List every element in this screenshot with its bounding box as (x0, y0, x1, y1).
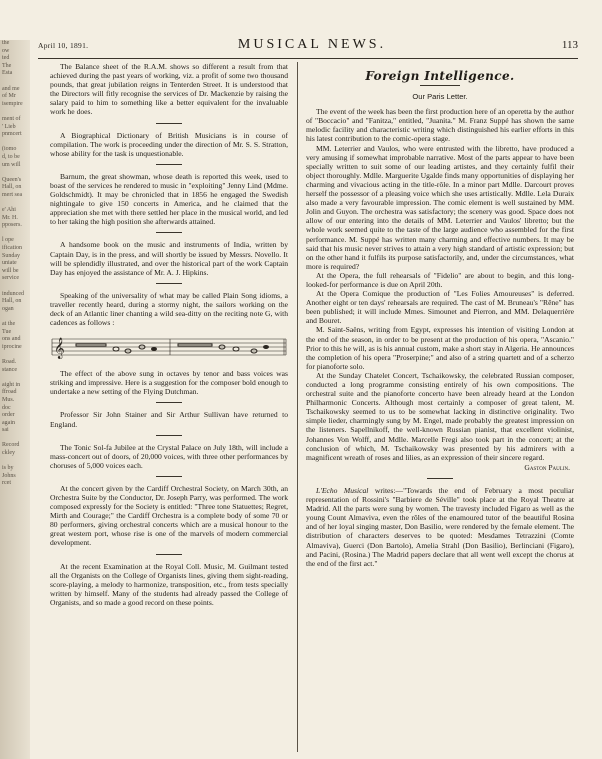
article-india-book: A handsome book on the music and instruments of India, written by Captain Day, is in the press, and will shortly be issued by Messrs. Novello. It will be splendidly illustrated, and over the historical part of the work Captain Day has enjoyed the assistance of Mr. A. J. Hipkins. (50, 240, 288, 277)
gutter-fragment: ckley (2, 450, 15, 457)
music-notation (50, 333, 288, 363)
gutter-fragment: aight in (2, 381, 21, 388)
gutter-fragment: stance (2, 366, 17, 373)
gutter-fragment (0, 313, 30, 321)
gutter-fragment: ification (2, 245, 22, 252)
gutter-fragment: ment of (2, 115, 21, 122)
gutter-fragment: Hall, on (2, 184, 22, 191)
paris-letter-tschaikowsky: At the Sunday Chatelet Concert, Tschaikowsky, the celebrated Russian composer, conducted a long programme consisting entirely of his own compositions. The orchestral suite and the pianoforte concerto have been already heard at the London Philharmonic Concerts. Although most certainly a composer of great talent, M. Tschaikowsky seemed to us to be somewhat lacking in distinctive originality. Two simple lieder, charmingly sung by M. Engel, made probably the greatest impression on the listeners. Sapellnikoff, the well-known Russian pianist, that excellent violinist, Johannes Von Wolff, and Mdlle. Marcelle Fregi also took part in the concert; at the conclusion of which, M. Tschaikowsky was presented by his admirers with a magnificent wreath of roses and lilies, as an expression of their sincere regard. (306, 370, 574, 462)
gutter-fragment: sai (2, 427, 9, 434)
article-madrid-body: writes:—"Towards the end of February a most peculiar representation of Rossini's "Barbiere de Séville" took place at the Royal Theatre at Madrid. All the parts were sung by women. The travesty included Figaro as well as the young Count Almaviva, even the rôles of the enamoured tutor of the beautiful Rosina and of her loyal singing master, Don Basilio, were rendered by the female element. The distribution of characters deserves to be quoted: Mesdames Tetrazzini (Comte Almaviva), Guerci (Don Bartolo), Amelia Strahl (Don Basilio), Berlinciani (Figaro), and Pacini, (Rosina.) The Madrid papers declare that all went well except the chorus at the end of the first act." (306, 485, 574, 568)
gutter-fragment (0, 169, 30, 177)
header-rule (38, 58, 578, 59)
gutter-fragment: Queen's (2, 176, 22, 183)
gutter-fragment (0, 374, 30, 382)
gutter-fragment: the (2, 40, 10, 46)
gutter-fragment: ow (2, 47, 10, 54)
gutter-fragment: doc (2, 404, 11, 411)
column-divider (297, 62, 298, 752)
gutter-fragment: e' Ahi (2, 207, 16, 214)
gutter-fragment: ons and (2, 336, 21, 343)
separator (156, 164, 182, 165)
svg-text:𝄞: 𝄞 (54, 338, 65, 360)
gutter-fragment: Road. (2, 358, 17, 365)
article-barnum: Barnum, the great showman, whose death is reported this week, used to boast of the services he rendered to music in "exploiting" Jenny Lind (Mdme. Goldschmidt). It may be chronicled that in 1856 he engaged the Swedish nightingale to give 150 concerts in America, and he claimed that the appreciation she met with there settled her place in the musical world, and led to her taking the high position she afterwards attained. (50, 171, 288, 227)
gutter-fragment (0, 199, 30, 207)
gutter-fragment: Esta (2, 70, 13, 77)
gutter-fragment: will be (2, 267, 19, 274)
gutter-fragment: indunced (2, 290, 24, 297)
gutter-fragment: is by (2, 465, 14, 472)
page-number: 113 (561, 39, 578, 51)
gutter-fragment: Tue (2, 328, 12, 335)
gutter-fragment: mert sea (2, 191, 23, 198)
section-title: Foreign Intelligence. (365, 69, 515, 83)
section-rule (420, 85, 460, 86)
article-plain-song: Speaking of the universality of what may be called Plain Song idioms, a traveller recently heard, during a stormy night, the sailors working on the deck of an Atlantic liner chanting a wild sea-ditty on the reciting note G, with cadences as follows : (50, 290, 288, 328)
gutter-fragment (0, 351, 30, 359)
article-madrid-barbiere (306, 486, 574, 568)
gutter-fragment: isempire (2, 100, 23, 107)
left-column (50, 62, 288, 607)
article-ram-balance: The Balance sheet of the R.A.M. shows so different a result from that achieved during the past years of working, viz. a profit of some two thousand pounds, that great jubilation reigns in Tenterden Street. It is understood that the Directors will fitly recognise the services of Dr. Mackenzie by raising the salary paid to him to something like a better equivalent for the invaluable work he does. (50, 62, 288, 117)
article-subheading: Our Paris Letter. (412, 92, 468, 102)
separator (156, 554, 182, 555)
gutter-fragment: l ope (2, 237, 14, 244)
gutter-fragment: ' Lieb (2, 123, 16, 130)
separator (156, 476, 182, 477)
page-header (38, 37, 586, 55)
gutter-fragment: of Mr (2, 93, 16, 100)
gutter-fragment: um will (2, 161, 21, 168)
gutter-fragment: Mus. (2, 396, 15, 403)
article-biographical-dictionary: A Biographical Dictionary of British Musicians is in course of compilation. The work is proceeding under the direction of Mr. S. S. Stratton, whose ability for the task is unquestionable. (50, 130, 288, 158)
facing-page-edge (0, 40, 30, 759)
gutter-fragment: ffroad (2, 389, 17, 396)
gutter-fragment: uniate (2, 260, 17, 267)
gutter-fragment: Sunday (2, 252, 20, 259)
article-tonic-sol-fa: The Tonic Sol-fa Jubilee at the Crystal Palace on July 18th, will include a mass-concert out of doors, of 20,000 voices, with three other performances by choruses of 5,000 voices each. (50, 442, 288, 470)
gutter-fragment: service (2, 275, 19, 282)
gutter-fragment: The (2, 62, 12, 69)
gutter-fragment: Johns (2, 472, 16, 479)
gutter-fragment (0, 78, 30, 86)
article-flying-dutchman: The effect of the above sung in octaves by tenor and bass voices was striking and impressive. Here is a suggestion for the composer bold enough to undertake a new setting of the Flying Dutchman. (50, 369, 288, 397)
paris-letter-saint-saens: M. Saint-Saëns, writing from Egypt, expresses his intention of visiting London at the end of the season, in order to be present at the production of his opera, "Ascanio." Prior to this he will, as is his annual custom, make a short stay in Algeria. He announces the completion of his opera "Proserpine;" and also of a string quartett and of a scherzo for pianoforte solo. (306, 325, 574, 371)
gutter-fragment (0, 108, 30, 116)
gutter-fragment: d, to be (2, 153, 20, 160)
gutter-fragment (0, 283, 30, 291)
gutter-fragment (0, 230, 30, 238)
paris-letter-juanita: The event of the week has been the first production here of an operetta by the author of "Boccacio" and "Fanitza," entitled, "Juanita." M. Franz Suppé has shown the same melodic facility and characteristic writing which distinguished his earlier efforts in this his latest contribution to the comic-opera stage. (306, 107, 574, 144)
separator (156, 123, 182, 124)
gutter-fragment: Record (2, 442, 20, 449)
gutter-fragment: (iomo (2, 146, 17, 153)
right-column (306, 62, 574, 568)
separator (156, 232, 182, 233)
separator (156, 435, 182, 436)
masthead-title: MUSICAL NEWS. (237, 37, 387, 52)
gutter-fragment: pnmcert (2, 131, 22, 138)
gutter-fragment: ted (2, 55, 10, 62)
gutter-fragment: at the (2, 320, 16, 327)
article-royal-college-exam: At the recent Examination at the Royal Coll. Music, M. Guilmant tested all the Organists on the College of Organists lines, giving them sight-reading, score-playing, a melody to harmonize, transposition, etc., from tests specially written by himself. Many of the students had already passed the College of Organists, and so made a good record on these points. (50, 561, 288, 607)
paris-letter-libretto: MM. Leterrier and Vaulos, who were entrusted with the libretto, have produced a very amusing if somewhat improbable narrative. Most of the parts appear to have been specially written to suit some of our leading artistes, and they certainly fulfil their object thoroughly. Mdlle. Marguerite Ugalde finds many opportunities of displaying her charming and vivacious acting in the title-rôle. In a minor part Mdlle. Darcourt proves herself the possessor of a pleasing voice which she uses artistically. Mdlle. Lela Duraix also made a very favourable impression. The comic element is well sustained by MM. Jolin and Guyon. The orchestra was satisfactory; the scenery was good. Space does not allow of our entering into the details of MM. Leterrier and Vaulos' libretto; but the whole work seemed quite to the taste of the large audience who assembled for the first performance. M. Suppé has written many charming and effective numbers. It may be said that his music never strives to attain a very high standard of artistic expression; but on the other hand it fulfils its purpose satisfactorily, and, under the circumstances, what more is required? (306, 143, 574, 271)
separator (427, 478, 453, 479)
gutter-fragment: again (2, 419, 15, 426)
gutter-fragment: and me (2, 85, 20, 92)
gutter-fragment: ogan (2, 305, 14, 312)
gutter-fragment (0, 435, 30, 443)
publication-name: L'Echo Musical (316, 485, 369, 495)
separator (156, 283, 182, 284)
issue-date: April 10, 1891. (38, 41, 89, 50)
gutter-fragment (0, 458, 30, 466)
paris-letter-opera-comique: At the Opera Comique the production of "Les Folies Amoureuses" is deferred. Another eight or ten days' rehearsals are required. The cast of M. Bruneau's "Rêne" has been published; it will include Mmes. Simounet and Pierron, and MM. Delaquerrière and Bouret. (306, 289, 574, 326)
gutter-fragment: pposers. (2, 222, 22, 229)
gutter-fragment: iprocine (2, 343, 22, 350)
gutter-fragment: Mr. H. (2, 214, 18, 221)
gutter-fragment: rcet (2, 480, 11, 487)
gutter-fragment: order (2, 412, 15, 419)
paris-letter-fidelio: At the Opera, the full rehearsals of "Fidelio" are about to begin, and this long-looked-for performance is due on April 20th. (306, 270, 574, 289)
separator (156, 402, 182, 403)
author-signature: Gaston Paulin. (524, 462, 570, 472)
article-cardiff-orchestral: At the concert given by the Cardiff Orchestral Society, on March 30th, an Orchestra Suite by the Conductor, Dr. Joseph Parry, was performed. The work composed expressly for the Society is entitled: "Three tone Statuettes; Regret, Mirth and Courage;" the Cardiff Orchestra is a complete body of some 70 or 80 performers, giving orchestral concerts which are a musical honour to the great western port, whose rise is one of the marvels of modern commercial development. (50, 483, 288, 548)
article-stainer-sullivan: Professor Sir John Stainer and Sir Arthur Sullivan have returned to England. (50, 410, 288, 429)
gutter-fragment: Hall, on (2, 298, 22, 305)
